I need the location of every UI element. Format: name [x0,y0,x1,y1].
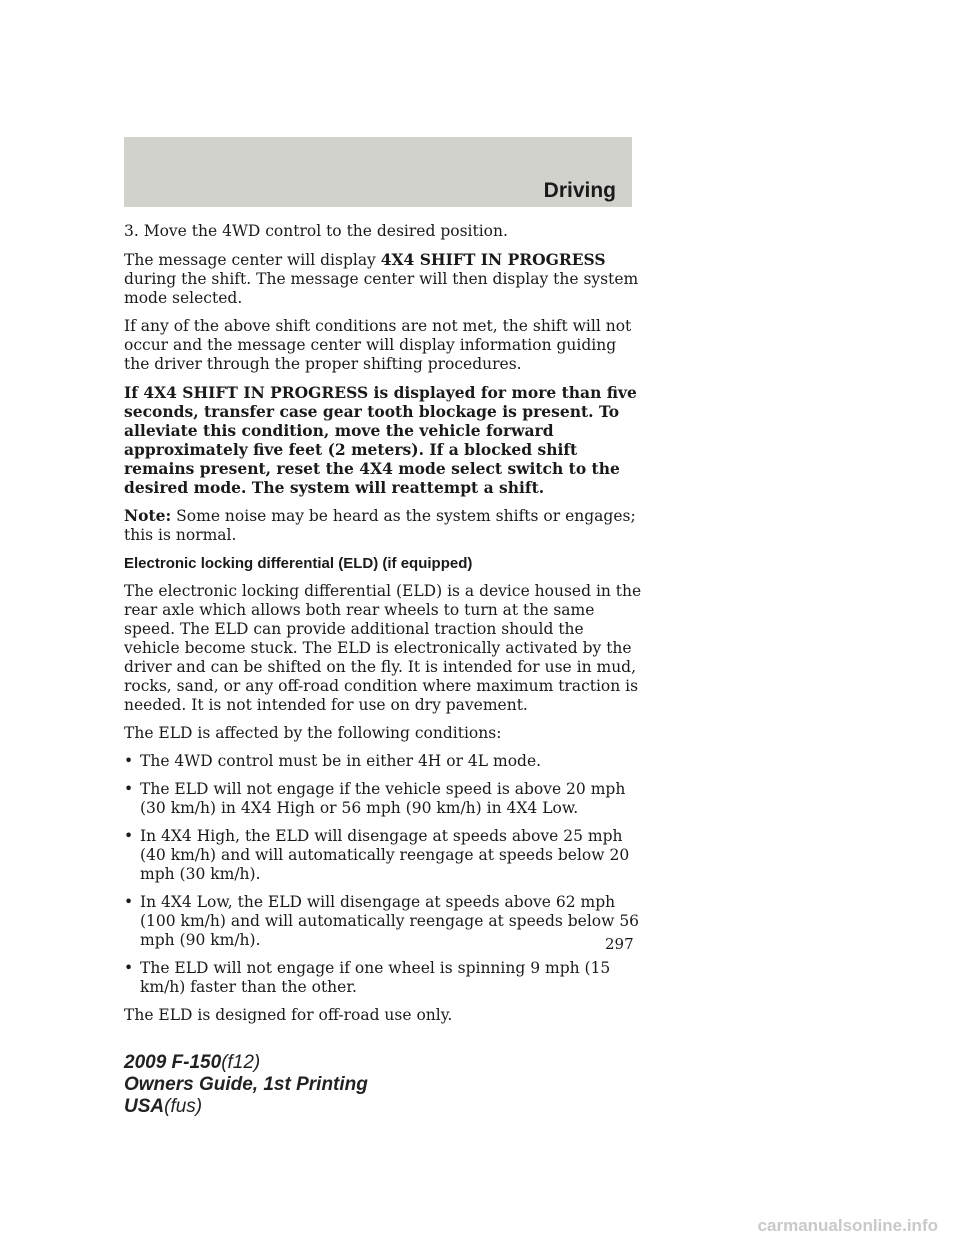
list-item-text: In 4X4 High, the ELD will disengage at speeds above 25 mph (40 km/h) and will automatically reengage at speeds below 20 mph (30 km/h). [140,827,630,883]
paragraph-step3: 3. Move the 4WD control to the desired position. [124,222,508,240]
footer-line-printing: Owners Guide, 1st Printing [124,1074,368,1095]
bullet-icon: • [124,752,134,770]
list-item [124,893,644,950]
subheading-eld: Electronic locking differential (ELD) (if equipped) [124,555,473,572]
message-bold: 4X4 SHIFT IN PROGRESS [380,250,606,269]
section-title: Driving [543,179,616,202]
paragraph-note [124,506,644,545]
paragraph-message-center [124,250,644,308]
bullet-icon: • [124,893,134,911]
footer-market: USA [124,1096,165,1117]
page-content [124,222,644,1034]
footer-model-code: (f12) [221,1052,261,1073]
paragraph-eld-description: The electronic locking differential (ELD) is a device housed in the rear axle which allows both rear wheels to turn at the same speed. The ELD can provide additional traction should the vehicle become stuck. The ELD is electronically activated by the driver and can be shifted on the fly. It is intended for use in mud, rocks, sand, or any off-road condition where maximum traction is needed. It is not intended for use on dry pavement. [124,582,642,714]
text: during the shift. The message center will then display the system mode selected. [124,270,639,307]
watermark: carmanualsonline.info [757,1216,938,1235]
list-item [124,959,644,997]
list-item [124,780,644,818]
list-item [124,752,644,771]
bullet-icon: • [124,827,134,845]
paragraph-shift-conditions: If any of the above shift conditions are not met, the shift will not occur and the message center will display information guiding the driver through the proper shifting procedures. [124,317,632,373]
bullet-icon: • [124,959,134,977]
list-item [124,827,644,884]
bullet-icon: • [124,780,134,798]
list-item-text: The ELD will not engage if one wheel is spinning 9 mph (15 km/h) faster than the other. [140,959,611,996]
paragraph-offroad: The ELD is designed for off-road use only. [124,1006,453,1024]
list-item-text: In 4X4 Low, the ELD will disengage at speeds above 62 mph (100 km/h) and will automatically reengage at speeds below 56 mph (90 km/h). [140,893,640,949]
document-footer [124,1052,368,1118]
footer-line-model [124,1052,368,1074]
note-label: Note: [124,506,172,525]
text: The message center will display [124,251,381,269]
section-header [124,137,632,207]
footer-model: 2009 F-150 [124,1052,222,1073]
list-item-text: The ELD will not engage if the vehicle speed is above 20 mph (30 km/h) in 4X4 High or 56 mph (90 km/h) in 4X4 Low. [140,780,626,817]
list-item-text: The 4WD control must be in either 4H or 4L mode. [140,752,542,770]
conditions-list [124,752,644,997]
paragraph-eld-conditions: The ELD is affected by the following conditions: [124,724,502,742]
footer-market-code: (fus) [164,1096,203,1117]
note-text: Some noise may be heard as the system shifts or engages; this is normal. [124,507,636,544]
page-number: 297 [605,935,634,953]
paragraph-warning: If 4X4 SHIFT IN PROGRESS is displayed for more than five seconds, transfer case gear tooth blockage is present. To alleviate this condition, move the vehicle forward approximately five feet (2 meters). If a blocked shift remains present, reset the 4X4 mode select switch to the desired mode. The system will reattempt a shift. [124,383,637,497]
footer-line-market [124,1096,368,1118]
